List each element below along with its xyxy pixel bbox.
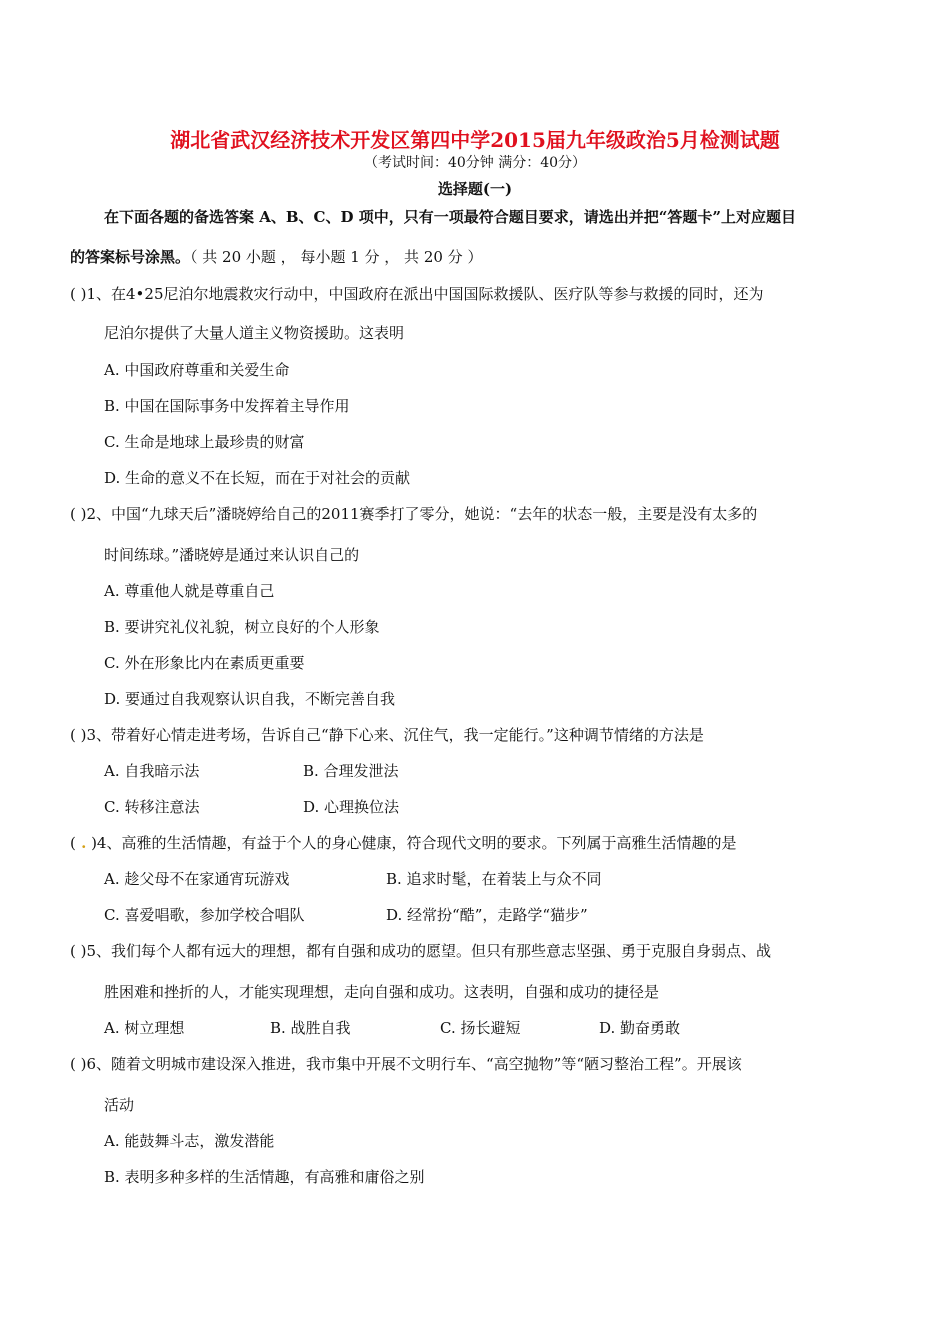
- question-5-option-b: B. 战胜自我: [270, 1019, 351, 1037]
- question-2-line-1: ( )2、中国“九球天后”潘晓婷给自己的2011赛季打了零分，她说：“去年的状态一般，主要是没有太多的: [70, 505, 758, 523]
- question-4-option-c: C. 喜爱唱歌，参加学校合唱队: [104, 906, 305, 924]
- question-6-line-2: 活动: [104, 1096, 135, 1114]
- question-1-line-2: 尼泊尔提供了大量人道主义物资援助。这表明: [104, 324, 405, 342]
- question-1-option-c: C. 生命是地球上最珍贵的财富: [104, 433, 305, 451]
- question-2-option-c: C. 外在形象比内在素质更重要: [104, 654, 305, 672]
- instructions-line-2: [70, 246, 482, 267]
- question-3-option-a: A. 自我暗示法: [104, 762, 200, 780]
- question-5-option-a: A. 树立理想: [104, 1019, 185, 1037]
- question-4-option-d: D. 经常扮“酷”，走路学“猫步”: [386, 906, 588, 924]
- question-4-paren-dot: .: [75, 834, 87, 852]
- question-6-option-b: B. 表明多种多样的生活情趣，有高雅和庸俗之别: [104, 1168, 425, 1186]
- exam-title: 湖北省武汉经济技术开发区第四中学2015届九年级政治5月检测试题: [170, 128, 780, 152]
- instructions-line-2-bold: 的答案标号涂黑。: [70, 248, 191, 266]
- question-2-option-d: D. 要通过自我观察认识自我，不断完善自我: [104, 690, 396, 708]
- question-6-option-a: A. 能鼓舞斗志，激发潜能: [104, 1132, 275, 1150]
- question-5-line-1: ( )5、我们每个人都有远大的理想，都有自强和成功的愿望。但只有那些意志坚强、勇于克服自身弱点、战: [70, 942, 772, 960]
- question-1-option-b: B. 中国在国际事务中发挥着主导作用: [104, 397, 350, 415]
- question-3-line-1: ( )3、带着好心情走进考场，告诉自己“静下心来、沉住气，我一定能行。”这种调节情绪的方法是: [70, 726, 704, 744]
- question-6-line-1: ( )6、随着文明城市建设深入推进，我市集中开展不文明行车、“高空抛物”等“陋习整治工程”。开展该: [70, 1055, 742, 1073]
- question-1-line-1: ( )1、在4•25尼泊尔地震救灾行动中，中国政府在派出中国国际救援队、医疗队等参与救援的同时，还为: [70, 285, 764, 303]
- question-5-option-c: C. 扬长避短: [440, 1019, 521, 1037]
- question-2-option-a: A. 尊重他人就是尊重自己: [104, 582, 275, 600]
- exam-subtitle: （考试时间：40分钟 满分：40分）: [363, 155, 587, 171]
- question-2-line-2: 时间练球。”潘晓婷是通过来认识自己的: [104, 546, 360, 564]
- question-3-option-c: C. 转移注意法: [104, 798, 200, 816]
- question-3-option-b: B. 合理发泄法: [303, 762, 399, 780]
- question-5-option-d: D. 勤奋勇敢: [599, 1019, 681, 1037]
- instructions-line-2-normal: （ 共 20 小题 ， 每小题 1 分 ， 共 20 分 ）: [190, 248, 483, 266]
- question-3-option-d: D. 心理换位法: [303, 798, 400, 816]
- question-4-text: )4、高雅的生活情趣，有益于个人的身心健康，符合现代文明的要求。下列属于高雅生活情趣的是: [86, 834, 737, 852]
- question-5-line-2: 胜困难和挫折的人，才能实现理想，走向自强和成功。这表明，自强和成功的捷径是: [104, 983, 660, 1001]
- section-heading: 选择题(一): [437, 180, 513, 198]
- question-4-option-a: A. 趁父母不在家通宵玩游戏: [104, 870, 290, 888]
- question-4-option-b: B. 追求时髦，在着装上与众不同: [386, 870, 602, 888]
- question-1-option-d: D. 生命的意义不在长短，而在于对社会的贡献: [104, 469, 411, 487]
- question-4-line-1: [70, 832, 736, 853]
- question-4-paren-open: (: [70, 834, 76, 852]
- instructions-line-1: 在下面各题的备选答案 A、B、C、D 项中，只有一项最符合题目要求，请选出并把“答题卡”上对应题目: [104, 208, 796, 226]
- question-1-option-a: A. 中国政府尊重和关爱生命: [104, 361, 290, 379]
- question-2-option-b: B. 要讲究礼仪礼貌，树立良好的个人形象: [104, 618, 380, 636]
